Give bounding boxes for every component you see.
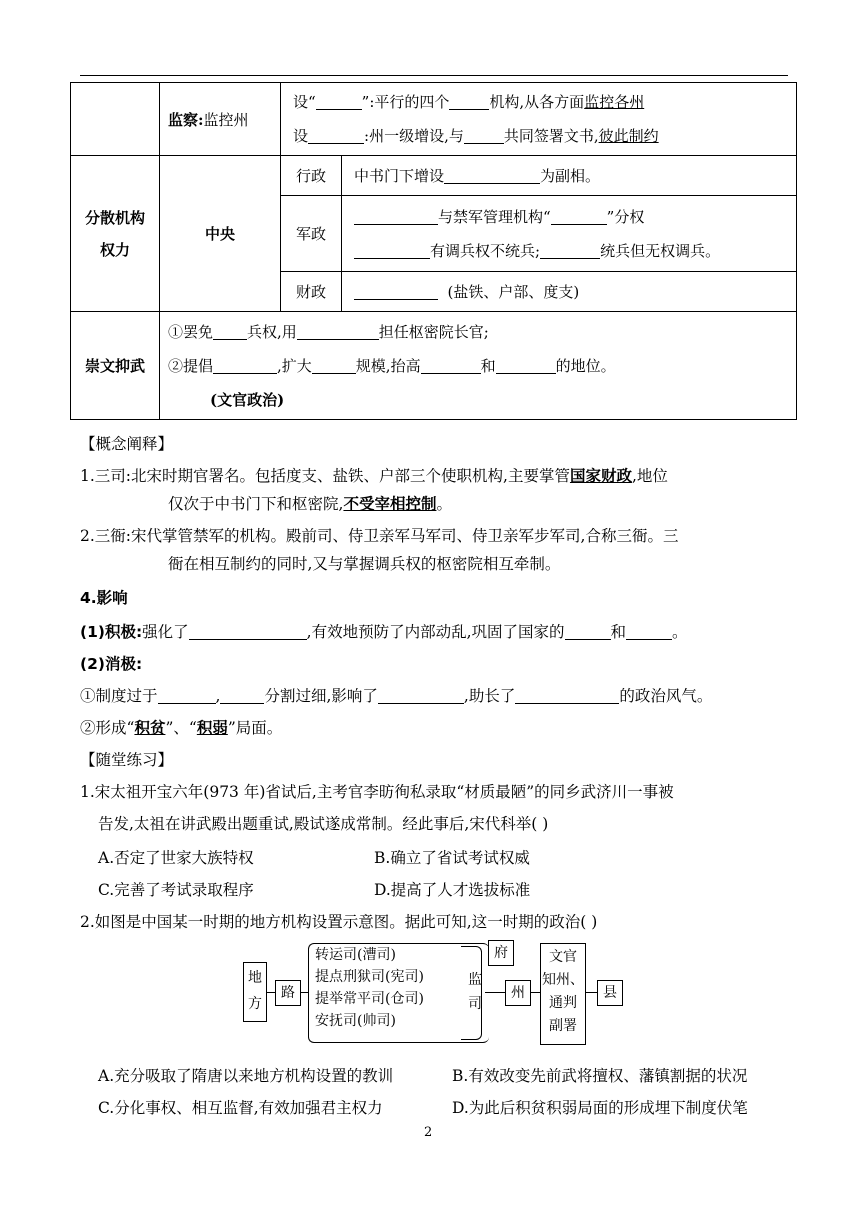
concept-item-2-cont: 衙在相互制约的同时,又与掌握调兵权的枢密院相互牵制。: [168, 555, 561, 573]
blank: [308, 127, 364, 144]
option-c: C.分化事权、相互监督,有效加强君主权力: [98, 1099, 383, 1117]
text: 的政治风气。: [619, 687, 713, 705]
wenguan-box: [540, 943, 586, 1045]
text: 兵权,用: [247, 322, 297, 341]
lu-box: 路: [275, 980, 301, 1006]
question-1: 1.宋太祖开宝六年(973 年)省试后,主考官李昉徇私录取“材质最陋”的同乡武济川一事被: [80, 783, 674, 801]
fu-box: 府: [488, 940, 514, 966]
text: 与禁军管理机构“: [438, 207, 551, 226]
text: 统兵但无权调兵。: [600, 241, 721, 260]
text: 中书门下增设: [354, 166, 445, 185]
table-row: [71, 83, 797, 156]
text: ①罢免: [168, 322, 214, 341]
xian-box: 县: [597, 980, 623, 1006]
zhongyang-label: 中央: [160, 156, 281, 312]
chongwen-line-2: [160, 349, 796, 383]
text: 和: [610, 623, 627, 641]
table-row: [71, 312, 797, 420]
blank: [378, 687, 464, 704]
page-number: 2: [424, 1125, 433, 1140]
text: ,地位: [631, 467, 668, 485]
fensan-label: 分散机构权力: [84, 208, 145, 259]
concept-item-1-cont: [168, 492, 452, 514]
junzheng-line-2: [342, 234, 796, 268]
text: 国家财政: [569, 466, 632, 485]
junzheng-line-1: [342, 200, 796, 234]
influence-heading: 4.影响: [80, 589, 128, 607]
question-1-cont: 告发,太祖在讲武殿出题重试,殿试遂成常制。经此事后,宋代科举( ): [98, 815, 549, 833]
text: 仅次于中书门下和枢密院,: [168, 495, 344, 513]
blank: [421, 357, 481, 374]
xingzheng-label: 行政: [281, 156, 342, 196]
concept-item-2: 2.三衙:宋代掌管禁军的机构。殿前司、侍卫亲军马军司、侍卫亲军步军司,合称三衙。三: [80, 527, 679, 545]
text: 为副相。: [540, 166, 601, 185]
jiancha-line-2: [281, 119, 796, 153]
blank: [626, 623, 672, 640]
option-d: D.为此后积贫积弱局面的形成埋下制度伏笔: [452, 1099, 748, 1117]
text: ,扩大: [277, 356, 312, 375]
connector: [585, 992, 597, 993]
blank: [354, 283, 438, 300]
text: 担任枢密院长官;: [378, 322, 489, 341]
text: 机构,从各方面: [489, 93, 585, 111]
text: 分割过细,影响了: [264, 687, 378, 705]
xingzheng-content: [342, 156, 797, 196]
text: 。: [436, 495, 452, 513]
blank: [354, 208, 438, 225]
option-c: C.完善了考试录取程序: [98, 881, 254, 899]
text: 1.三司:北宋时期官署名。包括度支、盐铁、户部三个使职机构,主要掌管: [80, 467, 570, 485]
connector: [485, 992, 505, 993]
text: 强化了: [142, 623, 189, 641]
blank: [158, 687, 216, 704]
text: 的地位。: [555, 356, 616, 375]
text: 共同签署文书,: [503, 127, 599, 145]
caizheng-content: [342, 272, 797, 312]
text: 地方: [248, 970, 262, 1012]
text: 副署: [549, 1018, 577, 1034]
text: 设: [293, 127, 309, 145]
text: ,助长了: [463, 687, 516, 705]
blank: [312, 357, 356, 374]
jiancha-line-1: [281, 85, 796, 119]
option-b: B.有效改变先前武将擅权、藩镇割据的状况: [452, 1067, 748, 1085]
text: ,有效地预防了内部动乱,巩固了国家的: [306, 623, 565, 641]
influence-positive: [80, 620, 688, 642]
blank: [316, 93, 362, 110]
policy-table: [70, 82, 797, 420]
text: 监司: [468, 972, 482, 1012]
blank: [297, 323, 379, 340]
option-b: B.确立了省试考试权威: [374, 849, 530, 867]
tidianxingyusi: 提点刑狱司(宪司): [315, 969, 424, 985]
concept-heading: 【概念阐释】: [80, 435, 174, 453]
empty-cell: [71, 83, 160, 156]
blank: [551, 208, 607, 225]
blank: [464, 127, 504, 144]
connector: [530, 992, 540, 993]
wenguan-zhengzhi: (文官政治): [210, 390, 285, 409]
text: ”、“: [165, 719, 197, 737]
text: (盐铁、户部、度支): [447, 282, 580, 301]
option-d: D.提高了人才选拔标准: [374, 881, 531, 899]
text: 设“: [293, 93, 316, 111]
concept-item-1: [80, 464, 668, 486]
jiansi-label: [466, 968, 484, 1018]
text: 有调兵权不统兵;: [430, 241, 541, 260]
zhou-box: 州: [505, 980, 531, 1006]
jiancha-text: 监控州: [203, 110, 249, 129]
text: 通判: [549, 995, 577, 1011]
option-a: A.充分吸取了隋唐以来地方机构设置的教训: [98, 1067, 394, 1085]
text: (1)积极:: [80, 623, 143, 641]
text: ”局面。: [227, 719, 283, 737]
caizheng-line: [342, 275, 796, 309]
difang-box: [243, 962, 267, 1022]
influence-negative-2: [80, 716, 282, 738]
blank: [496, 357, 556, 374]
junzheng-content: [342, 196, 797, 272]
text: 彼此制约: [598, 127, 659, 145]
text: 不受宰相控制: [343, 494, 437, 513]
text: ①制度过于: [80, 687, 158, 705]
connector: [300, 992, 308, 993]
blank: [189, 623, 307, 640]
text: 积贫: [134, 718, 166, 737]
blank: [449, 93, 489, 110]
jiancha-content: [281, 83, 797, 156]
zhuanyunsi: 转运司(漕司): [315, 947, 396, 963]
influence-negative-1: [80, 684, 712, 706]
blank: [540, 242, 600, 259]
connector: [267, 992, 275, 993]
blank: [213, 357, 277, 374]
local-institutions-diagram: [240, 940, 640, 1050]
text: 规模,抬高: [355, 356, 421, 375]
fensan-label-cell: [71, 156, 160, 312]
blank: [444, 167, 540, 184]
blank: [213, 323, 247, 340]
chongwen-line-1: [160, 315, 796, 349]
practice-heading: 【随堂练习】: [80, 751, 174, 769]
blank: [515, 687, 619, 704]
blank: [220, 687, 264, 704]
text: ”:平行的四个: [361, 93, 450, 111]
text: ”分权: [606, 207, 645, 226]
text: 和: [480, 356, 496, 375]
text: 监控各州: [584, 93, 645, 111]
question-2: 2.如图是中国某一时期的地方机构设置示意图。据此可知,这一时期的政治( ): [80, 913, 598, 931]
blank: [354, 242, 430, 259]
text: ②提倡: [168, 356, 214, 375]
jiancha-label: 监察:: [168, 110, 204, 129]
text: 知州、: [542, 972, 584, 988]
text: 。: [672, 623, 688, 641]
xingzheng-line: [342, 159, 796, 193]
text: :州一级增设,与: [364, 127, 464, 145]
caizheng-label: 财政: [281, 272, 342, 312]
text: ,: [215, 687, 221, 705]
chongwen-content: [160, 312, 797, 420]
text: ②形成“: [80, 719, 135, 737]
text: 积弱: [196, 718, 228, 737]
table-row: [71, 156, 797, 196]
chongwen-label: 崇文抑武: [71, 312, 160, 420]
text: 文官: [549, 949, 577, 965]
anfusi: 安抚司(帅司): [315, 1013, 396, 1029]
blank: [565, 623, 611, 640]
option-a: A.否定了世家大族特权: [98, 849, 254, 867]
jiancha-cell: [160, 83, 281, 156]
tijuchangpingsi: 提举常平司(仓司): [315, 991, 424, 1007]
top-rule: [80, 75, 788, 76]
junzheng-label: 军政: [281, 196, 342, 272]
influence-negative-label: (2)消极:: [80, 655, 143, 673]
